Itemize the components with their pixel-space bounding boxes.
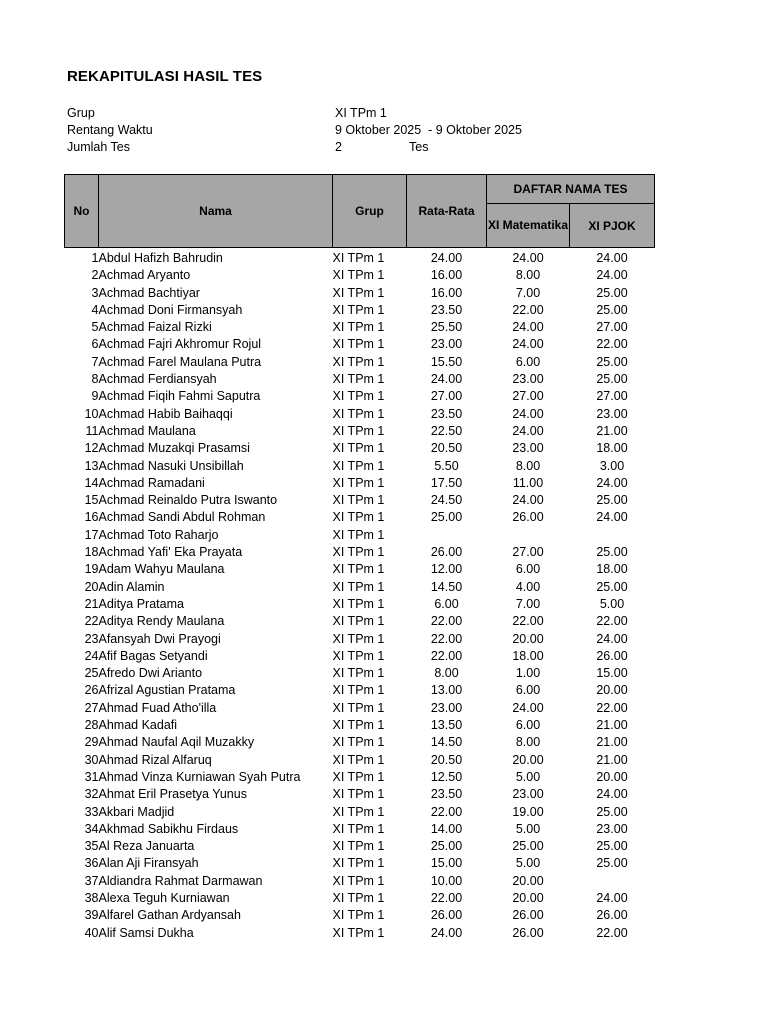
cell-matematika: 20.00 xyxy=(512,873,544,888)
cell-rata-rata: 15.00 xyxy=(430,856,463,871)
cell-no: 32 xyxy=(84,787,99,802)
table-row xyxy=(65,561,655,578)
cell-rata-rata: 13.00 xyxy=(430,683,463,698)
table-header xyxy=(65,175,655,248)
cell-no: 13 xyxy=(84,458,99,473)
header-grup: Grup xyxy=(333,175,407,248)
cell-nama: Achmad Doni Firmansyah xyxy=(98,302,243,317)
table-row xyxy=(65,925,655,942)
table-row xyxy=(65,319,655,336)
cell-nama: Adam Wahyu Maulana xyxy=(98,562,225,577)
cell-pjok: 24.00 xyxy=(596,475,628,490)
cell-rata-rata: 23.50 xyxy=(430,406,463,421)
cell-grup: XI TPm 1 xyxy=(332,441,385,456)
cell-rata-rata: 15.50 xyxy=(430,354,463,369)
cell-nama: Achmad Sandi Abdul Rohman xyxy=(98,510,266,525)
cell-rata-rata: 8.00 xyxy=(434,666,459,681)
table-row xyxy=(65,544,655,561)
cell-pjok: 25.00 xyxy=(596,804,628,819)
cell-matematika: 24.00 xyxy=(512,423,544,438)
cell-pjok: 20.00 xyxy=(596,769,628,784)
table-row xyxy=(65,838,655,855)
cell-matematika: 18.00 xyxy=(512,648,544,663)
table-body xyxy=(65,248,655,942)
cell-no: 1 xyxy=(91,251,99,265)
cell-matematika: 5.00 xyxy=(515,821,541,836)
meta-jumlah-unit: Tes xyxy=(409,140,429,154)
table-row xyxy=(65,509,655,526)
cell-pjok: 24.00 xyxy=(596,787,628,802)
cell-grup: XI TPm 1 xyxy=(332,493,385,508)
cell-no: 12 xyxy=(84,441,99,456)
cell-rata-rata: 5.50 xyxy=(434,458,459,473)
cell-no: 28 xyxy=(84,718,99,733)
cell-grup: XI TPm 1 xyxy=(332,700,385,715)
cell-matematika: 6.00 xyxy=(515,683,541,698)
cell-nama: Achmad Toto Raharjo xyxy=(98,527,219,542)
table-row xyxy=(65,717,655,734)
cell-pjok: 22.00 xyxy=(596,337,628,352)
cell-rata-rata: 12.00 xyxy=(430,562,463,577)
cell-no: 38 xyxy=(84,890,99,905)
cell-nama: Achmad Nasuki Unsibillah xyxy=(98,458,244,473)
cell-no: 8 xyxy=(91,372,99,387)
cell-rata-rata: 23.00 xyxy=(430,700,463,715)
meta-grup-label: Grup xyxy=(67,106,95,120)
cell-nama: Achmad Ramadani xyxy=(98,475,205,490)
cell-rata-rata: 22.00 xyxy=(430,614,463,629)
table-row xyxy=(65,492,655,509)
cell-no: 14 xyxy=(84,475,99,490)
table-row xyxy=(65,648,655,665)
cell-grup: XI TPm 1 xyxy=(332,804,385,819)
table-row xyxy=(65,579,655,596)
cell-pjok: 22.00 xyxy=(596,614,628,629)
cell-grup: XI TPm 1 xyxy=(332,596,385,611)
cell-pjok: 21.00 xyxy=(596,752,628,767)
cell-no: 34 xyxy=(84,821,99,836)
cell-grup: XI TPm 1 xyxy=(332,337,385,352)
cell-no: 4 xyxy=(91,302,99,317)
cell-nama: Alan Aji Firansyah xyxy=(98,856,199,871)
meta-jumlah-label: Jumlah Tes xyxy=(67,140,130,154)
cell-rata-rata xyxy=(407,527,487,544)
table-row xyxy=(65,821,655,838)
cell-matematika: 5.00 xyxy=(515,856,541,871)
cell-grup: XI TPm 1 xyxy=(332,925,385,940)
cell-no: 25 xyxy=(84,666,99,681)
cell-nama: Afrizal Agustian Pratama xyxy=(98,683,236,698)
cell-nama: Alif Samsi Dukha xyxy=(98,925,194,940)
cell-nama: Achmad Reinaldo Putra Iswanto xyxy=(98,493,278,508)
table-row xyxy=(65,423,655,440)
cell-matematika: 8.00 xyxy=(515,268,541,283)
cell-rata-rata: 20.50 xyxy=(430,441,463,456)
cell-nama: Akbari Madjid xyxy=(98,804,175,819)
cell-no: 29 xyxy=(84,735,99,750)
cell-no: 31 xyxy=(84,769,99,784)
table-row xyxy=(65,527,655,544)
cell-nama: Aditya Rendy Maulana xyxy=(98,614,225,629)
cell-matematika: 27.00 xyxy=(512,545,544,560)
cell-nama: Afif Bagas Setyandi xyxy=(98,648,208,663)
cell-no: 6 xyxy=(91,337,99,352)
table-row xyxy=(65,769,655,786)
header-no: No xyxy=(65,175,99,248)
cell-pjok: 25.00 xyxy=(596,856,628,871)
cell-pjok: 24.00 xyxy=(596,510,628,525)
cell-no: 27 xyxy=(84,700,99,715)
cell-rata-rata: 22.00 xyxy=(430,890,463,905)
cell-no: 10 xyxy=(84,406,99,421)
cell-matematika: 26.00 xyxy=(512,925,544,940)
cell-nama: Ahmad Kadafi xyxy=(98,718,178,733)
cell-nama: Achmad Fajri Akhromur Rojul xyxy=(98,337,262,352)
meta-jumlah-value: 2 xyxy=(335,140,342,154)
cell-pjok xyxy=(570,873,655,890)
cell-grup: XI TPm 1 xyxy=(332,614,385,629)
report-title: REKAPITULASI HASIL TES xyxy=(67,68,263,85)
table-row xyxy=(65,596,655,613)
cell-matematika: 6.00 xyxy=(515,354,541,369)
cell-nama: Ahmad Fuad Atho'illa xyxy=(98,700,217,715)
cell-pjok: 18.00 xyxy=(596,441,628,456)
cell-no: 11 xyxy=(85,423,99,438)
cell-rata-rata: 22.00 xyxy=(430,648,463,663)
cell-nama: Achmad Farel Maulana Putra xyxy=(98,354,262,369)
cell-pjok: 15.00 xyxy=(596,666,628,681)
cell-grup: XI TPm 1 xyxy=(332,458,385,473)
cell-rata-rata: 14.50 xyxy=(430,579,463,594)
cell-matematika: 23.00 xyxy=(512,441,544,456)
cell-rata-rata: 14.00 xyxy=(430,821,463,836)
cell-no: 18 xyxy=(84,545,99,560)
cell-nama: Afansyah Dwi Prayogi xyxy=(98,631,221,646)
cell-matematika: 19.00 xyxy=(512,804,544,819)
cell-grup: XI TPm 1 xyxy=(332,562,385,577)
cell-grup: XI TPm 1 xyxy=(332,666,385,681)
cell-rata-rata: 24.50 xyxy=(430,493,463,508)
table-row xyxy=(65,682,655,699)
cell-matematika: 24.00 xyxy=(512,406,544,421)
cell-grup: XI TPm 1 xyxy=(332,769,385,784)
cell-no: 39 xyxy=(84,908,99,923)
table-row xyxy=(65,665,655,682)
cell-grup: XI TPm 1 xyxy=(332,406,385,421)
cell-rata-rata: 10.00 xyxy=(430,873,463,888)
cell-pjok: 5.00 xyxy=(599,596,625,611)
cell-pjok: 22.00 xyxy=(596,925,628,940)
cell-rata-rata: 14.50 xyxy=(430,735,463,750)
cell-nama: Ahmad Vinza Kurniawan Syah Putra xyxy=(98,769,301,784)
cell-matematika: 22.00 xyxy=(512,614,544,629)
cell-pjok: 27.00 xyxy=(596,389,628,404)
cell-nama: Afredo Dwi Arianto xyxy=(98,666,203,681)
cell-matematika: 8.00 xyxy=(515,458,541,473)
cell-matematika: 24.00 xyxy=(512,320,544,335)
meta-rentang-value: 9 Oktober 2025 - 9 Oktober 2025 xyxy=(335,123,522,137)
cell-nama: Achmad Ferdiansyah xyxy=(98,372,217,387)
cell-rata-rata: 22.00 xyxy=(430,631,463,646)
table-row xyxy=(65,907,655,924)
cell-no: 35 xyxy=(84,839,99,854)
table-row xyxy=(65,458,655,475)
cell-grup: XI TPm 1 xyxy=(332,908,385,923)
table-row xyxy=(65,734,655,751)
cell-nama: Achmad Muzakqi Prasamsi xyxy=(98,441,250,456)
cell-nama: Aditya Pratama xyxy=(98,596,184,611)
cell-grup: XI TPm 1 xyxy=(332,372,385,387)
cell-nama: Achmad Faizal Rizki xyxy=(98,320,212,335)
cell-no: 2 xyxy=(91,268,99,283)
cell-rata-rata: 25.00 xyxy=(430,839,463,854)
cell-matematika: 26.00 xyxy=(512,510,544,525)
cell-matematika: 8.00 xyxy=(515,735,541,750)
cell-pjok: 22.00 xyxy=(596,700,628,715)
table-row xyxy=(65,406,655,423)
cell-pjok: 25.00 xyxy=(596,372,628,387)
cell-no: 21 xyxy=(84,596,99,611)
cell-matematika: 24.00 xyxy=(512,493,544,508)
results-table xyxy=(64,174,655,942)
cell-no: 15 xyxy=(84,493,99,508)
cell-pjok: 23.00 xyxy=(596,821,628,836)
cell-pjok: 25.00 xyxy=(596,302,628,317)
cell-pjok: 24.00 xyxy=(596,890,628,905)
cell-rata-rata: 23.50 xyxy=(430,302,463,317)
cell-matematika: 20.00 xyxy=(512,890,544,905)
cell-rata-rata: 22.50 xyxy=(430,423,463,438)
meta-grup-value: XI TPm 1 xyxy=(335,106,387,120)
table-row xyxy=(65,285,655,302)
cell-rata-rata: 12.50 xyxy=(430,769,463,784)
cell-matematika: 1.00 xyxy=(515,666,541,681)
table-row xyxy=(65,354,655,371)
cell-grup: XI TPm 1 xyxy=(332,787,385,802)
header-test-pjok: XI PJOK xyxy=(570,204,655,248)
table-row xyxy=(65,786,655,803)
cell-grup: XI TPm 1 xyxy=(332,302,385,317)
cell-no: 22 xyxy=(84,614,99,629)
table-row xyxy=(65,371,655,388)
cell-rata-rata: 24.00 xyxy=(430,251,463,265)
table-row xyxy=(65,804,655,821)
table-row xyxy=(65,890,655,907)
cell-nama: Achmad Bachtiyar xyxy=(98,285,200,300)
cell-no: 23 xyxy=(84,631,99,646)
cell-no: 33 xyxy=(84,804,99,819)
cell-pjok: 21.00 xyxy=(596,735,628,750)
cell-no: 20 xyxy=(84,579,99,594)
cell-pjok: 24.00 xyxy=(596,631,628,646)
cell-rata-rata: 25.50 xyxy=(430,320,463,335)
cell-no: 16 xyxy=(84,510,99,525)
cell-pjok: 25.00 xyxy=(596,545,628,560)
header-rata-rata: Rata-Rata xyxy=(407,175,487,248)
cell-matematika: 4.00 xyxy=(515,579,541,594)
header-test-matematika: XI Matematika xyxy=(487,204,570,248)
cell-pjok: 23.00 xyxy=(596,406,628,421)
cell-grup: XI TPm 1 xyxy=(332,856,385,871)
cell-nama: Aldiandra Rahmat Darmawan xyxy=(98,873,263,888)
cell-no: 19 xyxy=(84,562,99,577)
cell-matematika: 26.00 xyxy=(512,908,544,923)
table-row xyxy=(65,700,655,717)
cell-rata-rata: 17.50 xyxy=(430,475,463,490)
cell-rata-rata: 16.00 xyxy=(430,285,463,300)
table-row xyxy=(65,631,655,648)
cell-pjok: 25.00 xyxy=(596,285,628,300)
cell-matematika: 6.00 xyxy=(515,562,541,577)
cell-pjok: 3.00 xyxy=(599,458,625,473)
cell-pjok: 21.00 xyxy=(596,718,628,733)
cell-rata-rata: 26.00 xyxy=(430,908,463,923)
cell-grup: XI TPm 1 xyxy=(332,648,385,663)
cell-grup: XI TPm 1 xyxy=(332,579,385,594)
cell-grup: XI TPm 1 xyxy=(332,752,385,767)
cell-pjok: 24.00 xyxy=(596,251,628,265)
cell-grup: XI TPm 1 xyxy=(332,683,385,698)
cell-matematika: 23.00 xyxy=(512,787,544,802)
cell-pjok: 25.00 xyxy=(596,579,628,594)
cell-nama: Abdul Hafizh Bahrudin xyxy=(98,251,223,265)
cell-grup: XI TPm 1 xyxy=(332,510,385,525)
cell-grup: XI TPm 1 xyxy=(332,389,385,404)
cell-matematika: 20.00 xyxy=(512,752,544,767)
table-row xyxy=(65,267,655,284)
cell-nama: Al Reza Januarta xyxy=(98,839,195,854)
table-row xyxy=(65,873,655,890)
cell-grup: XI TPm 1 xyxy=(332,285,385,300)
cell-pjok: 21.00 xyxy=(596,423,628,438)
cell-grup: XI TPm 1 xyxy=(332,735,385,750)
cell-rata-rata: 27.00 xyxy=(430,389,463,404)
cell-grup: XI TPm 1 xyxy=(332,354,385,369)
table-row xyxy=(65,752,655,769)
header-nama: Nama xyxy=(99,175,333,248)
cell-no: 30 xyxy=(84,752,99,767)
cell-matematika: 22.00 xyxy=(512,302,544,317)
cell-pjok: 25.00 xyxy=(596,354,628,369)
cell-grup: XI TPm 1 xyxy=(332,423,385,438)
header-daftar-nama-tes: DAFTAR NAMA TES xyxy=(487,175,655,204)
cell-rata-rata: 23.50 xyxy=(430,787,463,802)
cell-grup: XI TPm 1 xyxy=(332,890,385,905)
table-row xyxy=(65,475,655,492)
cell-no: 9 xyxy=(91,389,99,404)
cell-no: 26 xyxy=(84,683,99,698)
table-row xyxy=(65,302,655,319)
cell-matematika: 24.00 xyxy=(512,337,544,352)
cell-pjok: 18.00 xyxy=(596,562,628,577)
cell-rata-rata: 24.00 xyxy=(430,925,463,940)
cell-matematika: 7.00 xyxy=(515,596,541,611)
cell-nama: Akhmad Sabikhu Firdaus xyxy=(98,821,239,836)
cell-nama: Achmad Aryanto xyxy=(98,268,191,283)
cell-matematika: 7.00 xyxy=(515,285,541,300)
cell-rata-rata: 24.00 xyxy=(430,372,463,387)
cell-no: 17 xyxy=(84,527,99,542)
cell-matematika: 11.00 xyxy=(512,475,544,490)
cell-nama: Achmad Fiqih Fahmi Saputra xyxy=(98,389,261,404)
cell-matematika: 24.00 xyxy=(512,700,544,715)
cell-rata-rata: 23.00 xyxy=(430,337,463,352)
cell-grup: XI TPm 1 xyxy=(332,475,385,490)
cell-grup: XI TPm 1 xyxy=(332,839,385,854)
cell-grup: XI TPm 1 xyxy=(332,527,385,542)
table-row xyxy=(65,336,655,353)
cell-grup: XI TPm 1 xyxy=(332,873,385,888)
cell-nama: Ahmat Eril Prasetya Yunus xyxy=(98,787,247,802)
cell-rata-rata: 13.50 xyxy=(430,718,463,733)
cell-pjok: 24.00 xyxy=(596,268,628,283)
cell-grup: XI TPm 1 xyxy=(332,320,385,335)
cell-rata-rata: 20.50 xyxy=(430,752,463,767)
cell-matematika xyxy=(487,527,570,544)
cell-nama: Adin Alamin xyxy=(98,579,165,594)
table-row xyxy=(65,855,655,872)
cell-nama: Achmad Maulana xyxy=(98,423,196,438)
cell-nama: Alfarel Gathan Ardyansah xyxy=(98,908,241,923)
cell-pjok xyxy=(570,527,655,544)
cell-pjok: 26.00 xyxy=(596,648,628,663)
cell-rata-rata: 25.00 xyxy=(430,510,463,525)
cell-nama: Achmad Habib Baihaqqi xyxy=(98,406,233,421)
cell-grup: XI TPm 1 xyxy=(332,821,385,836)
table-row xyxy=(65,388,655,405)
cell-nama: Ahmad Naufal Aqil Muzakky xyxy=(98,735,255,750)
cell-matematika: 23.00 xyxy=(512,372,544,387)
cell-nama: Ahmad Rizal Alfaruq xyxy=(98,752,212,767)
cell-no: 37 xyxy=(84,873,99,888)
cell-pjok: 20.00 xyxy=(596,683,628,698)
cell-grup: XI TPm 1 xyxy=(332,631,385,646)
cell-matematika: 27.00 xyxy=(512,389,544,404)
cell-grup: XI TPm 1 xyxy=(332,718,385,733)
table-row xyxy=(65,613,655,630)
cell-pjok: 25.00 xyxy=(596,493,628,508)
cell-nama: Alexa Teguh Kurniawan xyxy=(98,890,230,905)
cell-rata-rata: 26.00 xyxy=(430,545,463,560)
cell-grup: XI TPm 1 xyxy=(332,251,385,265)
cell-matematika: 24.00 xyxy=(512,251,544,265)
cell-no: 5 xyxy=(91,320,99,335)
cell-no: 24 xyxy=(84,648,99,663)
cell-grup: XI TPm 1 xyxy=(332,545,385,560)
cell-no: 3 xyxy=(91,285,99,300)
cell-pjok: 25.00 xyxy=(596,839,628,854)
cell-matematika: 20.00 xyxy=(512,631,544,646)
cell-matematika: 25.00 xyxy=(512,839,544,854)
meta-rentang-label: Rentang Waktu xyxy=(67,123,153,137)
cell-pjok: 27.00 xyxy=(596,320,628,335)
cell-no: 7 xyxy=(91,354,99,369)
table-row xyxy=(65,440,655,457)
cell-matematika: 6.00 xyxy=(515,718,541,733)
cell-rata-rata: 22.00 xyxy=(430,804,463,819)
cell-matematika: 5.00 xyxy=(515,769,541,784)
cell-nama: Achmad Yafi' Eka Prayata xyxy=(98,545,243,560)
cell-rata-rata: 16.00 xyxy=(430,268,463,283)
cell-pjok: 26.00 xyxy=(596,908,628,923)
cell-no: 36 xyxy=(84,856,99,871)
cell-grup: XI TPm 1 xyxy=(332,268,385,283)
table-row xyxy=(65,248,655,268)
cell-no: 40 xyxy=(84,925,99,940)
cell-rata-rata: 6.00 xyxy=(434,596,459,611)
